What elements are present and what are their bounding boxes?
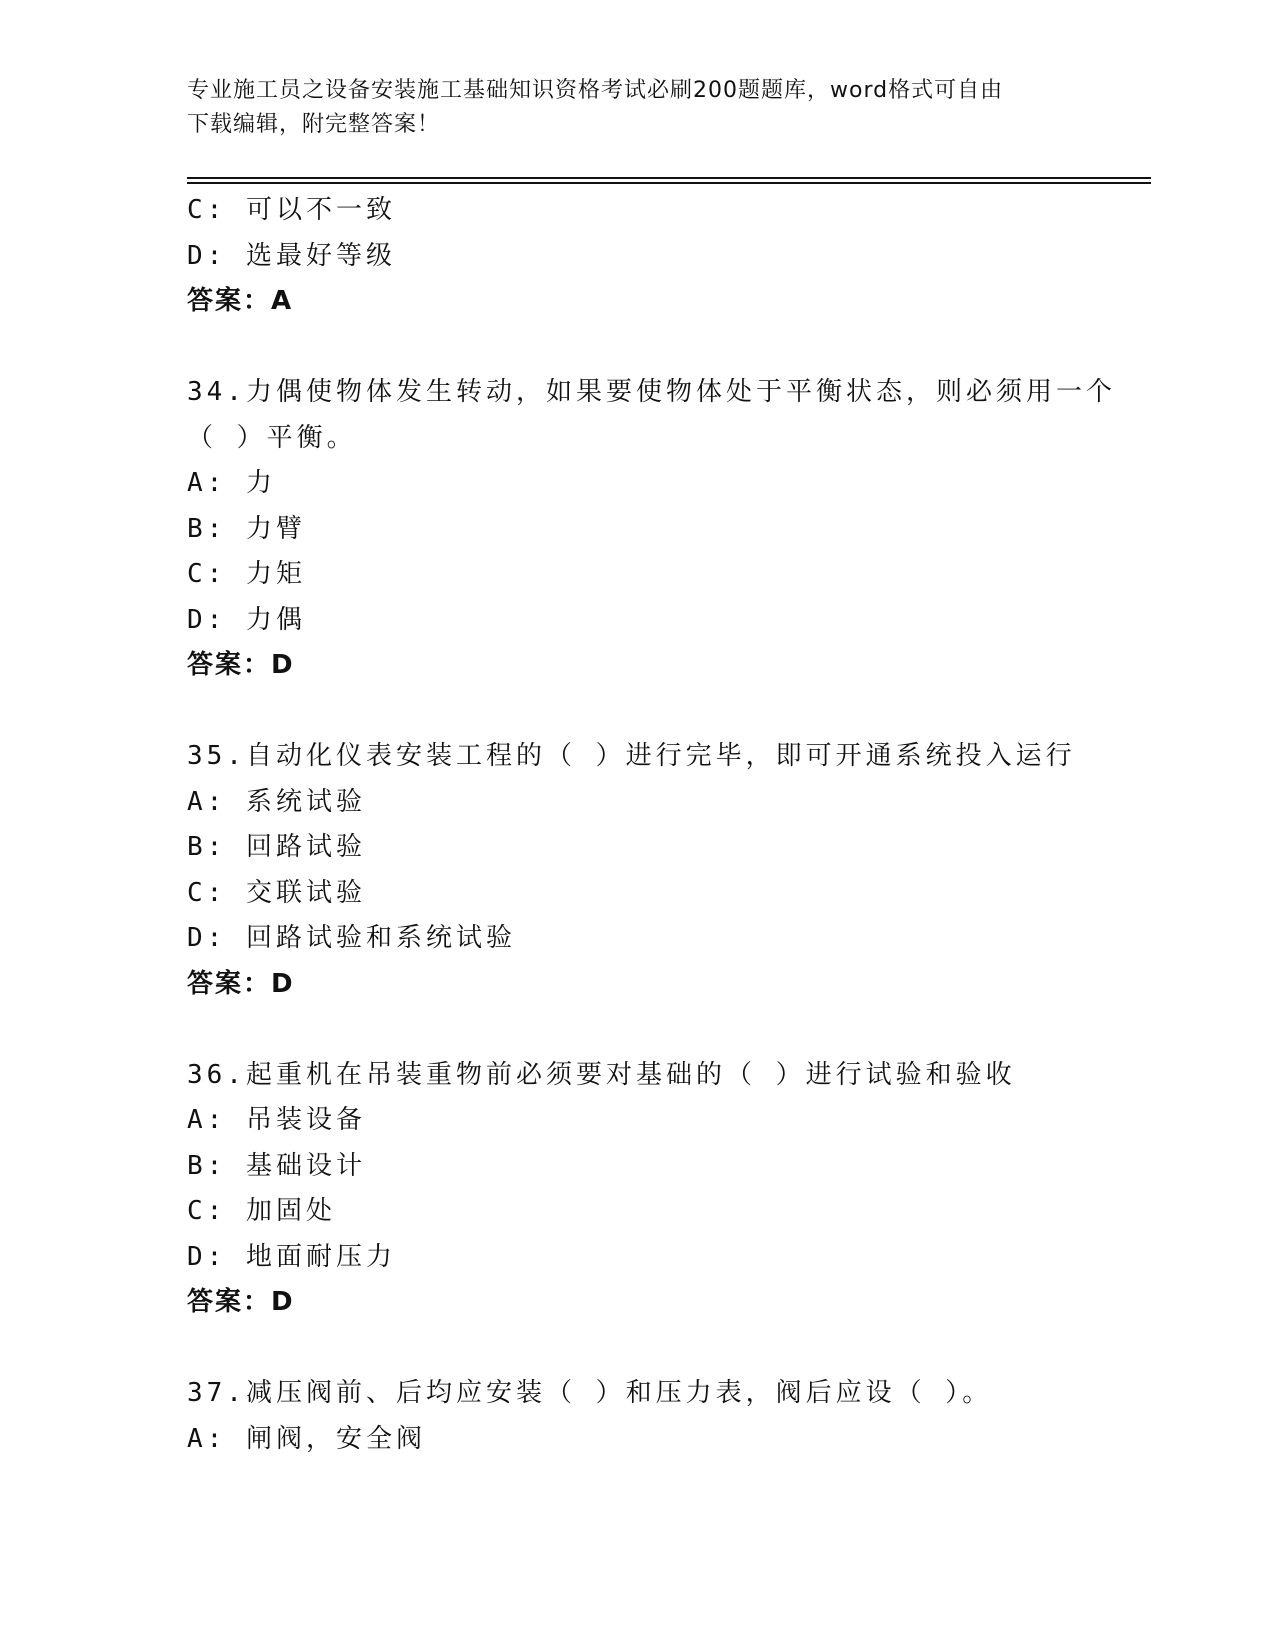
- question-35: [187, 734, 1087, 1007]
- question-text: 34.力偶使物体发生转动，如果要使物体处于平衡状态，则必须用一个: [187, 377, 1116, 407]
- option-d: D: 回路试验和系统试验: [187, 923, 516, 953]
- option-d: D: 选最好等级: [187, 240, 396, 271]
- header-title-line1: 专业施工员之设备安装施工基础知识资格考试必刷200题题库，word格式可自由: [187, 78, 1004, 103]
- spacer: [187, 325, 1087, 371]
- option-b: B: 力臂: [187, 513, 306, 544]
- question-text: 35.自动化仪表安装工程的（ ）进行完毕，即可开通系统投入运行: [187, 741, 1076, 771]
- question-34: [187, 370, 1116, 689]
- header-divider-top: [187, 177, 1151, 179]
- option-c: C: 力矩: [187, 559, 306, 589]
- option-d: D: 地面耐压力: [187, 1241, 396, 1272]
- option-a: A: 吊装设备: [187, 1105, 366, 1135]
- option-c: C: 可以不一致: [187, 195, 396, 225]
- question-text: 36.起重机在吊装重物前必须要对基础的（ ）进行试验和验收: [187, 1059, 1016, 1090]
- question-list: [187, 188, 1116, 1462]
- answer-line: 答案：D: [187, 650, 295, 680]
- answer-line: 答案：D: [187, 1287, 295, 1317]
- spacer: [187, 689, 1087, 735]
- option-d: D: 力偶: [187, 604, 306, 635]
- question-36: [187, 1053, 1087, 1326]
- header-title-line2: 下载编辑，附完整答案！: [187, 112, 441, 137]
- question-37: [187, 1371, 1087, 1462]
- option-c: C: 加固处: [187, 1196, 336, 1226]
- option-a: A: 系统试验: [187, 786, 366, 817]
- spacer: [187, 1326, 1087, 1372]
- option-b: B: 基础设计: [187, 1150, 366, 1181]
- question-text: 37.减压阀前、后均应安装（ ）和压力表，阀后应设（ ）。: [187, 1378, 993, 1408]
- question-text-continued: （ ）平衡。: [187, 422, 357, 453]
- option-a: A: 力: [187, 468, 276, 498]
- option-b: B: 回路试验: [187, 832, 366, 862]
- spacer: [187, 1007, 1087, 1053]
- option-a: A: 闸阀，安全阀: [187, 1423, 426, 1454]
- document-header: [187, 74, 1067, 142]
- header-divider-bottom: [187, 182, 1151, 184]
- answer-line: 答案：D: [187, 968, 295, 999]
- answer-line: 答案：A: [187, 286, 294, 316]
- option-c: C: 交联试验: [187, 877, 366, 908]
